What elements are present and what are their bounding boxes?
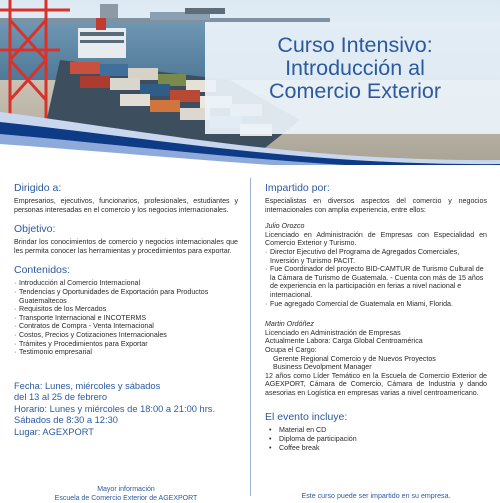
list-item: · Requisitos de los Mercados	[14, 305, 238, 314]
list-item: • Coffee break	[265, 444, 487, 453]
list-item: · Director Ejecutivo del Programa de Agregados Comerciales, Inversión y Turismo PACIT.	[265, 248, 487, 265]
title-line-1: Curso Intensivo:	[277, 33, 432, 57]
hero-banner	[0, 0, 500, 165]
list-item: · Tendencias y Oportunidades de Exportación para Productos Guatemaltecos	[14, 288, 238, 305]
right-column	[265, 182, 487, 452]
fecha-line: del 13 al 25 de febrero	[14, 392, 238, 404]
martin-line: Actualmente Labora: Carga Global Centroamérica	[265, 337, 487, 346]
dirigido-heading: Dirigido a:	[14, 182, 238, 194]
evento-list	[265, 426, 487, 452]
julio-name: Julio Orozco	[265, 222, 487, 231]
martin-line: Licenciado en Administración de Empresas	[265, 329, 487, 338]
column-divider	[250, 178, 251, 496]
fecha-line: Lugar: AGEXPORT	[14, 427, 238, 439]
impartido-heading: Impartido por:	[265, 182, 487, 194]
course-title	[230, 34, 480, 103]
left-column	[14, 182, 238, 438]
list-item: • Material en CD	[265, 426, 487, 435]
martin-line: Business Devolpment Manager	[265, 363, 487, 372]
fecha-line: Horario: Lunes y miércoles de 18:00 a 21:00 hrs.	[14, 404, 238, 416]
dirigido-text: Empresarios, ejecutivos, funcionarios, profesionales, estudiantes y personas interesadas en el comercio y los negocios internacionales.	[14, 197, 238, 214]
list-item: · Fue Coordinador del proyecto BID-CAMTUR de Turismo Cultural de la Cámara de Turismo de Guatemala. - Cuenta con más de 15 años de experiencia en la participación en ferias a nivel nacional e internacional.	[265, 265, 487, 299]
martin-line: Gerente Regional Comercio y de Nuevos Proyectos	[265, 355, 487, 364]
impartido-text: Especialistas en diversos aspectos del comercio y negocios internacionales con amplia experiencia, entre ellos:	[265, 197, 487, 214]
list-item: · Transporte Internacional e INCOTERMS	[14, 314, 238, 323]
evento-heading: El evento incluye:	[265, 411, 487, 423]
objetivo-heading: Objetivo:	[14, 223, 238, 235]
list-item: · Trámites y Procedimientos para Exportar	[14, 340, 238, 349]
list-item: · Contratos de Compra - Venta Internacional	[14, 322, 238, 331]
list-item: · Introducción al Comercio Internacional	[14, 279, 238, 288]
footer-line: Mayor información	[14, 486, 238, 495]
julio-intro: Licenciado en Administración de Empresas con Especialidad en Comercio Exterior y Turismo.	[265, 231, 487, 248]
wave-decoration	[0, 100, 500, 165]
fecha-line: Fecha: Lunes, miércoles y sábados	[14, 381, 238, 393]
title-line-3: Comercio Exterior	[269, 79, 441, 103]
list-item: · Testimonio empresarial	[14, 348, 238, 357]
left-footer	[14, 486, 238, 503]
fecha-line: Sábados de 8:30 a 12:30	[14, 415, 238, 427]
fecha-block	[14, 381, 238, 439]
martin-text: 12 años como Líder Temático en la Escuela de Comercio Exterior de AGEXPORT, Cámara de Comercio, Cámara de Industria y dando asesorias en Logística en empresas varias a nivel centroamericano.	[265, 372, 487, 398]
martin-line: Ocupa el Cargo:	[265, 346, 487, 355]
title-line-2: Introducción al	[285, 56, 425, 80]
list-item: • Diploma de participación	[265, 435, 487, 444]
julio-list	[265, 248, 487, 308]
right-footer: Este curso puede ser impartido en su empresa.	[265, 492, 487, 500]
list-item: · Costos, Precios y Cotizaciones Internacionales	[14, 331, 238, 340]
contenidos-heading: Contenidos:	[14, 264, 238, 276]
martin-name: Martin Ordóñez	[265, 320, 487, 329]
contenidos-list	[14, 279, 238, 356]
list-item: · Fue agregado Comercial de Guatemala en Miami, Florida.	[265, 300, 487, 309]
objetivo-text: Brindar los conocimientos de comercio y negocios internacionales que les permita conocer las herramientas y procedimientos para exportar.	[14, 238, 238, 255]
footer-line: Escuela de Comercio Exterior de AGEXPORT	[14, 495, 238, 503]
